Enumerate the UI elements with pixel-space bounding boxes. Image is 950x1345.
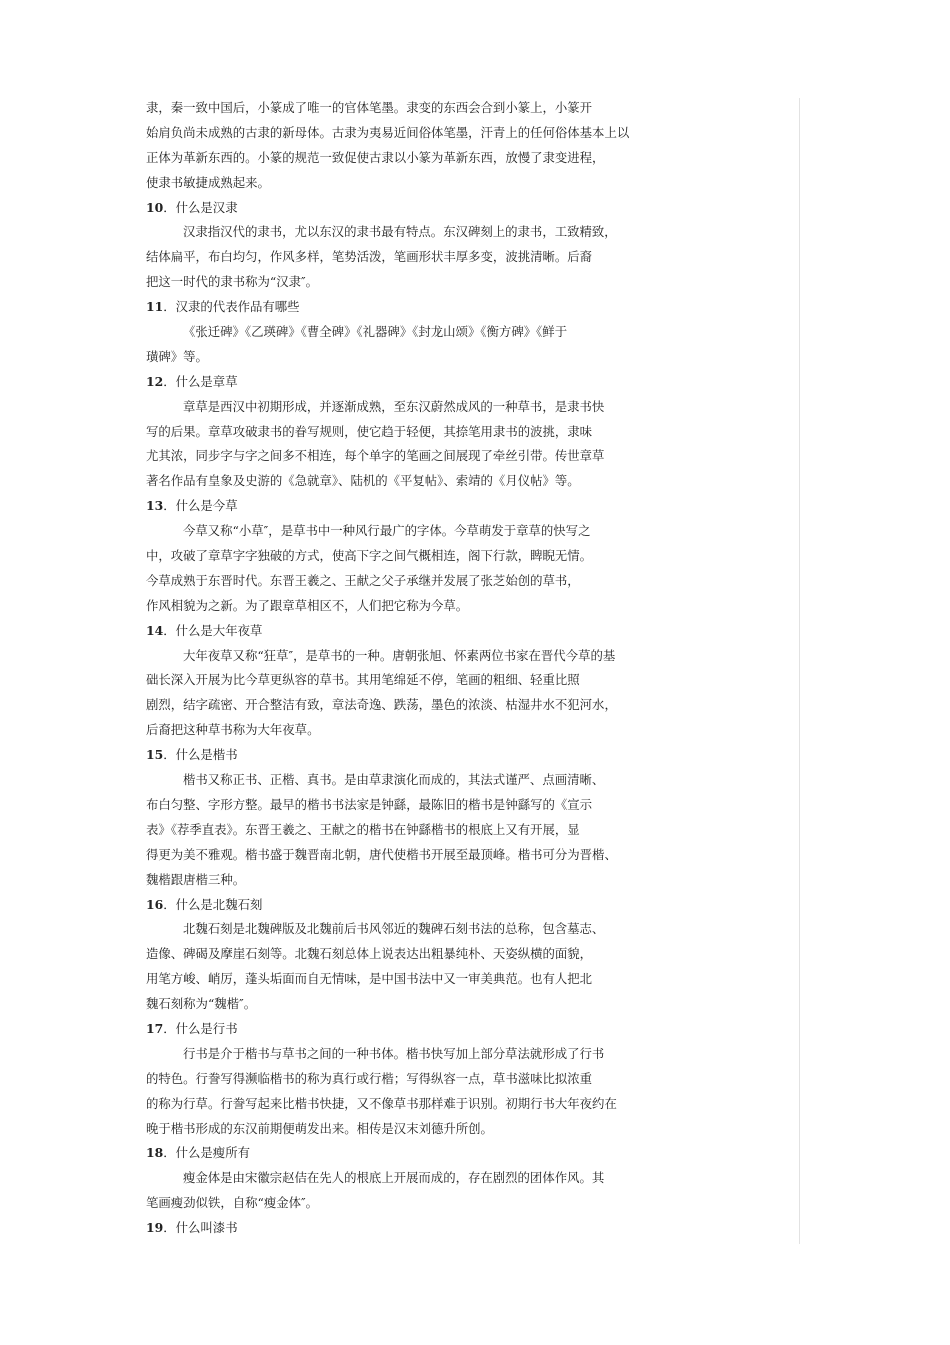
section-title: 什么是汉隶	[175, 199, 238, 215]
section-title: 什么是北魏石刻	[175, 896, 263, 912]
paragraph-line: 璜碑》等。	[146, 348, 208, 364]
section-title: 什么是楷书	[175, 747, 238, 763]
section-title: 什么叫漆书	[175, 1220, 238, 1236]
paragraph-line: 魏楷跟唐楷三种。	[146, 871, 246, 887]
section-title: 什么是大年夜草	[175, 622, 263, 638]
paragraph-line: 使隶书敏捷成熟起来。	[146, 174, 270, 190]
section-number-separator: ．	[163, 896, 176, 912]
section-heading	[146, 743, 686, 768]
section-number: 14	[146, 622, 164, 638]
paragraph-line: 章草是西汉中初期形成，并逐渐成熟，至东汉蔚然成风的一种草书，是隶书快	[183, 398, 605, 414]
section-number: 12	[146, 373, 164, 389]
paragraph-line: 正体为革新东西的。小篆的规范一致促使古隶以小篆为革新东西，放慢了隶变进程，	[146, 149, 605, 165]
paragraph-line: 布白匀整、字形方整。最早的楷书书法家是钟繇，最陈旧的楷书是钟繇写的《宣示	[146, 796, 593, 812]
paragraph-line: 作风相貌为之新。为了跟章草相区不，人们把它称为今草。	[146, 597, 469, 613]
section-number: 18	[146, 1145, 164, 1161]
section-number: 19	[146, 1220, 164, 1236]
section-heading	[146, 370, 686, 395]
section-heading	[146, 196, 686, 221]
paragraph-line: 晚于楷书形成的东汉前期便萌发出来。相传是汉末刘德升所创。	[146, 1120, 493, 1136]
paragraph-line: 今草成熟于东晋时代。东晋王羲之、王献之父子承继并发展了张芝始创的草书，	[146, 572, 580, 588]
section-title: 汉隶的代表作品有哪些	[175, 299, 300, 315]
paragraph-line: 行书是介于楷书与草书之间的一种书体。楷书快写加上部分草法就形成了行书	[183, 1045, 605, 1061]
paragraph-line: 隶，秦一致中国后，小篆成了唯一的官体笔墨。隶变的东西会合到小篆上，小篆开	[146, 100, 593, 115]
section-number-separator: ．	[163, 1145, 176, 1161]
paragraph-line: 写的后果。章草攻破隶书的眷写规则，使它趋于轻便，其捺笔用隶书的波挑，隶味	[146, 423, 593, 439]
paragraph-line: 大年夜草又称“狂草″，是草书的一种。唐朝张旭、怀素两位书家在晋代今草的基	[183, 647, 616, 663]
paragraph-line: 后裔把这种草书称为大年夜草。	[146, 722, 320, 738]
section-heading	[146, 619, 686, 644]
section-number-separator: ．	[163, 199, 176, 215]
paragraph-line: 著名作品有皇象及史游的《急就章》、陆机的《平复帖》、索靖的《月仪帖》等。	[146, 473, 580, 489]
paragraph-line: 造像、碑碣及摩崖石刻等。北魏石刻总体上说表达出粗暴纯朴、天姿纵横的面貌，	[146, 946, 593, 962]
section-title: 什么是瘦所有	[175, 1145, 250, 1161]
section-number: 10	[146, 199, 164, 215]
section-heading	[146, 893, 686, 918]
paragraph-line: 北魏石刻是北魏碑版及北魏前后书风邻近的魏碑石刻书法的总称，包含墓志、	[183, 921, 605, 937]
section-number-separator: ．	[163, 1020, 176, 1036]
section-number-separator: ．	[163, 299, 176, 315]
section-title: 什么是今草	[175, 498, 238, 514]
section-number-separator: ．	[163, 622, 176, 638]
section-number: 16	[146, 896, 164, 912]
section-heading	[146, 1216, 686, 1241]
section-number-separator: ．	[163, 373, 176, 389]
paragraph-line: 础长深入开展为比今草更纵容的草书。其用笔绵延不停，笔画的粗细、轻重比照	[146, 672, 580, 688]
paragraph-line: 把这一时代的隶书称为“汉隶″。	[146, 274, 319, 290]
section-heading	[146, 1017, 686, 1042]
paragraph-line: 剧烈，结字疏密、开合整洁有致，章法奇逸、跌荡，墨色的浓淡、枯湿井水不犯河水，	[146, 697, 617, 713]
paragraph-line: 得更为美不雅观。楷书盛于魏晋南北朝，唐代使楷书开展至最顶峰。楷书可分为晋楷、	[146, 846, 617, 862]
section-number: 13	[146, 498, 164, 514]
section-number-separator: ．	[163, 1220, 176, 1236]
section-number: 17	[146, 1020, 164, 1036]
section-heading	[146, 295, 686, 320]
paragraph-line: 笔画瘦劲似铁，自称“瘦金体″。	[146, 1195, 319, 1211]
paragraph-line: 瘦金体是由宋徽宗赵佶在先人的根底上开展而成的，存在剧烈的团体作风。其	[183, 1170, 605, 1186]
section-number: 11	[146, 299, 164, 315]
section-title: 什么是行书	[175, 1020, 238, 1036]
margin-line	[799, 98, 800, 1244]
paragraph-line: 结体扁平，布白均匀，作风多样，笔势活泼，笔画形状丰厚多变，波挑清晰。后裔	[146, 249, 593, 265]
paragraph-line: 始肩负尚未成熟的古隶的新母体。古隶为夷易近间俗体笔墨，汗青上的任何俗体基本上以	[146, 124, 630, 140]
paragraph-line: 尤其浓，同步字与字之间多不相连，每个单字的笔画之间展现了牵丝引带。传世章草	[146, 448, 605, 464]
section-number-separator: ．	[163, 498, 176, 514]
document-body	[146, 96, 686, 1241]
paragraph-line: 楷书又称正书、正楷、真书。是由草隶演化而成的，其法式谨严、点画清晰、	[183, 772, 605, 788]
paragraph-line: 用笔方峻、峭厉，蓬头垢面而自无情味，是中国书法中又一审美典范。也有人把北	[146, 971, 593, 987]
paragraph-line: 表》《荐季直表》。东晋王羲之、王献之的楷书在钟繇楷书的根底上又有开展，显	[146, 821, 580, 837]
paragraph-line: 今草又称“小草″，是草书中一种风行最广的字体。今草萌发于章草的快写之	[183, 523, 591, 539]
section-heading	[146, 494, 686, 519]
section-title: 什么是章草	[175, 373, 238, 389]
paragraph-line: 的称为行草。行誊写起来比楷书快捷，又不像草书那样难于识别。初期行书大年夜约在	[146, 1095, 617, 1111]
paragraph-line: 的特色。行誊写得濒临楷书的称为真行或行楷；写得纵容一点，草书滋味比拟浓重	[146, 1070, 593, 1086]
section-heading	[146, 1141, 686, 1166]
paragraph-line: 《张迁碑》《乙瑛碑》《曹全碑》《礼器碑》《封龙山颂》《衡方碑》《鲜于	[183, 324, 568, 340]
paragraph-line: 汉隶指汉代的隶书，尤以东汉的隶书最有特点。东汉碑刻上的隶书，工致精致，	[183, 224, 617, 240]
section-number: 15	[146, 747, 164, 763]
paragraph-line: 魏石刻称为“魏楷″。	[146, 996, 257, 1012]
paragraph-line: 中，攻破了章草字字独破的方式，使高下字之间气概相连，阁下行款，睥睨无情。	[146, 548, 593, 564]
section-number-separator: ．	[163, 747, 176, 763]
